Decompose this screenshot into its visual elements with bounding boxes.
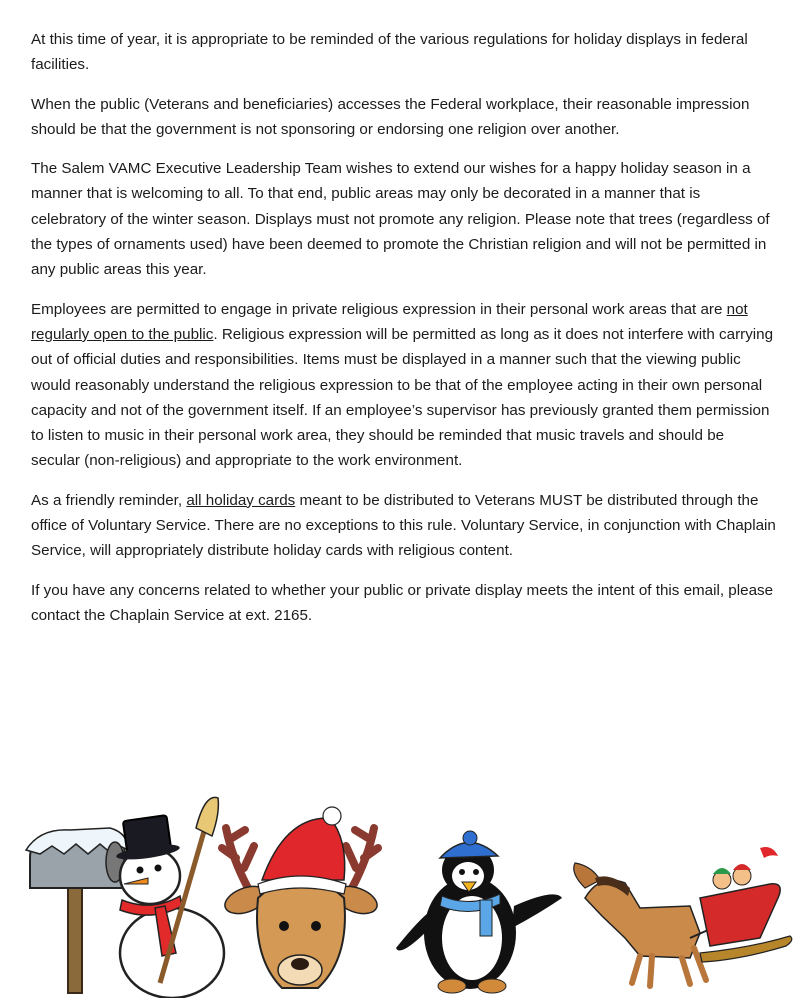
snowman-icon <box>115 797 224 998</box>
penguin-icon <box>396 831 562 993</box>
underlined-not-open-to-public: not regularly open to the public <box>31 300 748 343</box>
paragraph-cards-text-2: meant to be distributed to Veterans MUST be distributed through the office of Voluntary Service. There are no exceptions to this rule. Voluntary Service, in conjunction with Chaplain Service, will appropriately distribute holiday cards with religious content. <box>31 491 776 560</box>
underlined-all-holiday-cards: all holiday cards <box>186 491 296 509</box>
paragraph-public-impression: When the public (Veterans and beneficiaries) accesses the Federal workplace, their reasonable impression should be that the government is not sponsoring or endorsing one religion over another. <box>31 95 750 138</box>
paragraph-employees <box>31 297 776 474</box>
paragraph-contact: If you have any concerns related to whether your public or private display meets the intent of this email, please contact the Chaplain Service at ext. 2165. <box>31 581 774 624</box>
holiday-clipart-strip <box>0 788 799 998</box>
paragraph-holiday-cards <box>31 488 776 564</box>
mailbox-icon <box>26 828 128 993</box>
paragraph-employees-text-2: . Religious expression will be permitted as long as it does not interfere with carrying out of official duties and responsibilities. Items must be displayed in a manner such that the viewing public would reasonably understand the religious expression to be that of the employee acting in their own personal capacity and not of the government itself. If an employee’s supervisor has previously granted them permission to listen to music in their personal work area, they should be reminded that music travels and should be secular (non-religious) and appropriate to the work environment. <box>31 325 774 470</box>
document-body <box>31 27 776 642</box>
paragraph-intro: At this time of year, it is appropriate to be reminded of the various regulations for holiday displays in federal facilities. <box>31 31 748 74</box>
reindeer-icon <box>221 807 381 988</box>
horse-sleigh-icon <box>574 847 792 986</box>
paragraph-leadership: The Salem VAMC Executive Leadership Team wishes to extend our wishes for a happy holiday season in a manner that is welcoming to all. To that end, public areas may only be decorated in a manner that is celebratory of the winter season. Displays must not promote any religion. Please note that trees (regardless of the types of ornaments used) have been deemed to promote the Christian religion and will not be permitted in any public areas this year. <box>31 160 770 279</box>
paragraph-cards-text-1: As a friendly reminder, <box>31 491 187 509</box>
paragraph-employees-text-1: Employees are permitted to engage in private religious expression in their personal work areas that are <box>31 300 727 318</box>
